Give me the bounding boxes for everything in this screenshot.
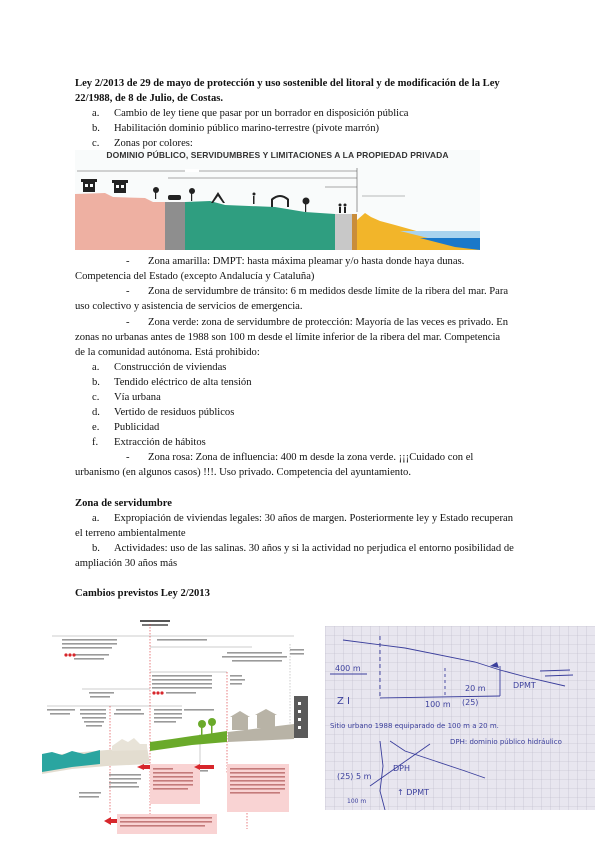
note-dph-definition: DPH: dominio público hidráulico <box>450 738 562 746</box>
servidumbre-heading: Zona de servidumbre <box>75 498 172 509</box>
zone-amarilla-line-2: Competencia del Estado (excepto Andalucía y Cataluña) <box>75 271 315 282</box>
servidumbre-item-b-line-1: b. Actividades: uso de las salinas. 30 años y si la actividad no perjudica el entorno posibilidad de <box>92 543 514 554</box>
note-25-5m: (25) 5 m <box>337 772 372 781</box>
note-100m-b: 100 m <box>347 798 367 805</box>
note-20m: 20 m <box>465 684 486 693</box>
note-100m: 100 m <box>425 700 451 709</box>
diagram-title: DOMINIO PÚBLICO, SERVIDUMBRES Y LIMITACIONES A LA PROPIEDAD PRIVADA <box>106 150 449 160</box>
zone-amarilla-line-1: - Zona amarilla: DMPT: hasta máxima pleamar y/o hasta donde haya dunas. <box>126 256 465 267</box>
document-title-line-1: Ley 2/2013 de 29 de mayo de protección y uso sostenible del litoral y de modificación de la Ley <box>75 78 500 89</box>
zone-transito-line-2: uso colectivo y asistencia de servicios de emergencia. <box>75 301 303 312</box>
prohibited-item: f. Extracción de hábitos <box>92 437 206 448</box>
servidumbre-item-a-line-2: el terreno ambientalmente <box>75 528 186 539</box>
list-item: a. Cambio de ley tiene que pasar por un borrador en disposición pública <box>92 108 409 119</box>
zone-rosa-line-1: - Zona rosa: Zona de influencia: 400 m desde la zona verde. ¡¡¡Cuidado con el <box>126 452 474 463</box>
zone-transito-line-1: - Zona de servidumbre de tránsito: 6 m medidos desde límite de la ribera del mar. Para <box>126 286 509 297</box>
zones-diagram-graphic <box>75 150 480 250</box>
zones-diagram-image <box>75 150 480 250</box>
prohibited-item: a. Construcción de viviendas <box>92 362 227 373</box>
note-dph: DPH <box>393 764 410 773</box>
note-sitio-urbano: Sitio urbano 1988 equiparado de 100 m a 20 m. <box>330 722 499 730</box>
note-dpmt-arrow: ↑ DPMT <box>397 788 430 797</box>
handwritten-notes-photo <box>325 626 595 810</box>
prohibited-item: b. Tendido eléctrico de alta tensión <box>92 377 252 388</box>
zone-verde-line-1: - Zona verde: zona de servidumbre de protección: Mayoría de las veces es privado. En <box>126 317 509 328</box>
prohibited-item: e. Publicidad <box>92 422 160 433</box>
note-zi: Z I <box>337 696 350 707</box>
grid-paper <box>325 626 595 810</box>
list-item: b. Habilitación dominio público marino-terrestre (pivote marrón) <box>92 123 380 134</box>
note-400m: 400 m <box>335 664 361 673</box>
servidumbre-item-a-line-1: a. Expropiación de viviendas legales: 30 años de margen. Posteriormente ley y Estado recuperan <box>92 513 514 524</box>
prohibited-item: c. Vía urbana <box>92 392 161 403</box>
servidumbre-item-b-line-2: ampliación 30 años más <box>75 558 178 569</box>
cambios-heading: Cambios previstos Ley 2/2013 <box>75 588 210 599</box>
document-title-line-2: 22/1988, de 8 de Julio, de Costas. <box>75 93 224 104</box>
zone-verde-line-2: zonas no urbanas antes de 1988 son 100 m desde el límite inferior de la ribera del mar. Competencia <box>75 332 501 343</box>
note-25: (25) <box>462 698 479 707</box>
note-dpmt: DPMT <box>513 681 536 690</box>
zone-rosa-line-2: urbanismo (en algunos casos) !!!. Uso privado. Competencia del ayuntamiento. <box>75 467 411 478</box>
zone-verde-line-3: de la comunidad autónoma. Está prohibido: <box>75 347 260 358</box>
list-item: c. Zonas por colores: <box>92 138 193 149</box>
infographic-image <box>32 614 314 836</box>
infographic-graphic <box>32 614 314 836</box>
prohibited-item: d. Vertido de residuos públicos <box>92 407 235 418</box>
